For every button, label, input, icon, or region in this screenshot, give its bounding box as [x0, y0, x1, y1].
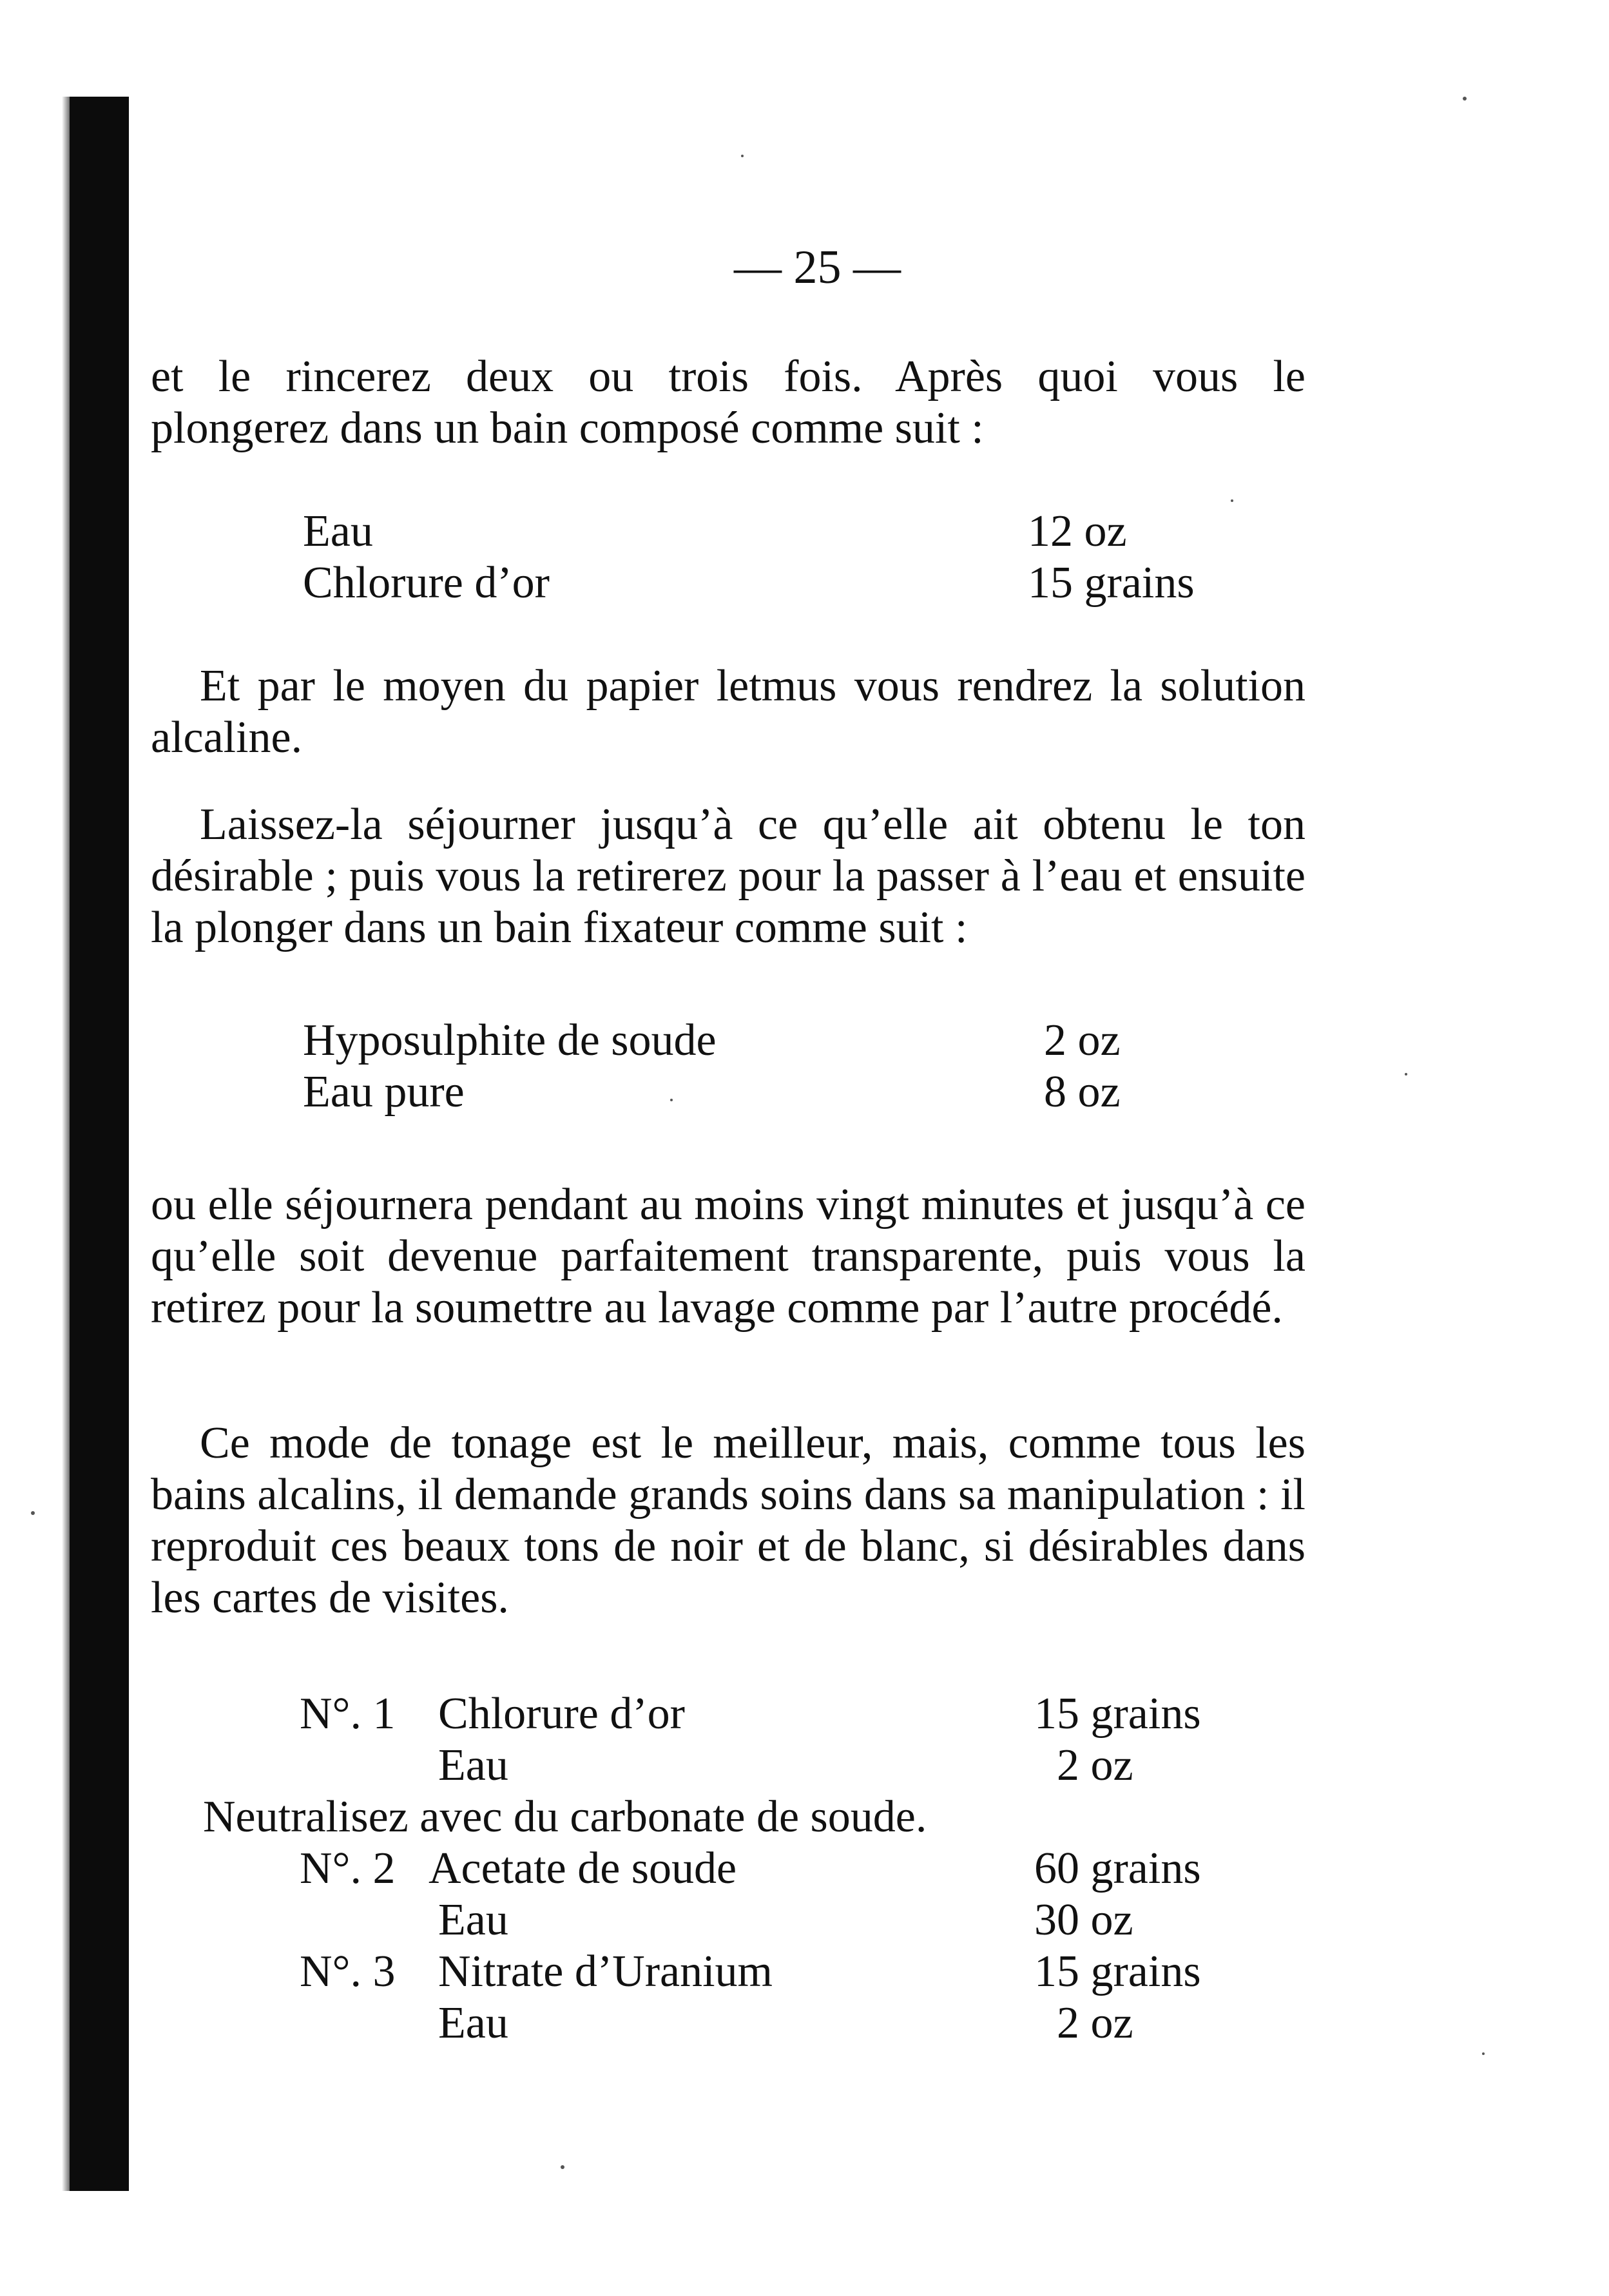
recipe-row [303, 1066, 1269, 1118]
paper-speck [1231, 499, 1233, 502]
ingredient-name: Chlorure d’or [303, 558, 550, 608]
paper-speck [561, 2165, 564, 2169]
binding-edge [70, 97, 129, 2191]
ingredient-name: Nitrate d’Uranium [438, 1947, 773, 1996]
paragraph-4: ou elle séjournera pendant au moins vingt minutes et jusqu’à ce qu’elle soit devenue parfaitement transparente, puis vous la retirez pour la soumettre au lavage comme par l’autre procédé. [151, 1180, 1306, 1333]
ingredient-quantity: 2 oz [1057, 1741, 1133, 1790]
paragraph-5: Ce mode de tonage est le meilleur, mais, comme tous les bains alcalins, il demande grands soins dans sa manipulation : il reproduit ces beaux tons de noir et de blanc, si désirables dans les cartes de visites. [151, 1418, 1306, 1623]
paragraph-1-line-2: plongerez dans un bain composé comme suit : [151, 403, 984, 453]
ingredient-quantity: 15 grains [1034, 1689, 1201, 1739]
ingredient-quantity: 2 oz [1044, 1016, 1121, 1065]
ingredient-quantity: 12 oz [1028, 506, 1127, 556]
page-number: — 25 — [734, 241, 901, 294]
solution-number: N°. 1 [300, 1689, 396, 1739]
recipe-numbered-solutions [203, 1688, 1292, 2049]
ingredient-quantity: 8 oz [1044, 1067, 1121, 1117]
recipe-gold-bath [303, 506, 1269, 609]
binding-shadow [62, 97, 70, 2191]
ingredient-name: Eau pure [303, 1067, 465, 1117]
recipe-row [303, 557, 1269, 609]
solution-3-row-2 [300, 1998, 1292, 2049]
ingredient-quantity: 60 grains [1034, 1844, 1201, 1893]
solution-2-row-2 [300, 1895, 1292, 1946]
solution-note-row [203, 1791, 1292, 1843]
solution-3-row-1 [300, 1946, 1292, 1998]
paper-speck [1463, 97, 1467, 101]
paper-speck [741, 155, 744, 157]
ingredient-quantity: 15 grains [1028, 558, 1195, 608]
paper-speck [1482, 2052, 1485, 2055]
paragraph-1-line-1: et le rincerez deux ou trois fois. Après quoi vous le [151, 352, 1306, 401]
paper-speck [31, 1511, 35, 1515]
ingredient-quantity: 15 grains [1034, 1947, 1201, 1996]
paper-speck [1405, 1073, 1407, 1076]
paragraph-2: Et par le moyen du papier letmus vous rendrez la solution alcaline. [151, 661, 1306, 762]
ingredient-name: Eau [438, 1998, 508, 2048]
ingredient-name: Eau [303, 506, 373, 556]
ingredient-quantity: 30 oz [1034, 1895, 1133, 1945]
ingredient-name: Acetate de soude [429, 1844, 737, 1893]
ingredient-name: Chlorure d’or [438, 1689, 685, 1739]
ingredient-name: Eau [438, 1895, 508, 1945]
paragraph-3: Laissez-la séjourner jusqu’à ce qu’elle ait obtenu le ton désirable ; puis vous la retirerez pour la passer à l’eau et ensuite la plonger dans un bain fixateur comme suit : [151, 800, 1306, 952]
ingredient-name: Hyposulphite de soude [303, 1016, 717, 1065]
solution-number: N°. 2 [300, 1844, 396, 1893]
recipe-row [303, 1015, 1269, 1066]
recipe-fixing-bath [303, 1015, 1269, 1118]
solution-number: N°. 3 [300, 1947, 396, 1996]
ingredient-quantity: 2 oz [1057, 1998, 1133, 2048]
recipe-row [303, 506, 1269, 557]
solution-1-row-1 [300, 1688, 1292, 1740]
neutralize-note: Neutralisez avec du carbonate de soude. [203, 1792, 927, 1842]
ingredient-name: Eau [438, 1741, 508, 1790]
solution-1-row-2 [300, 1740, 1292, 1791]
solution-2-row-1 [300, 1843, 1292, 1895]
